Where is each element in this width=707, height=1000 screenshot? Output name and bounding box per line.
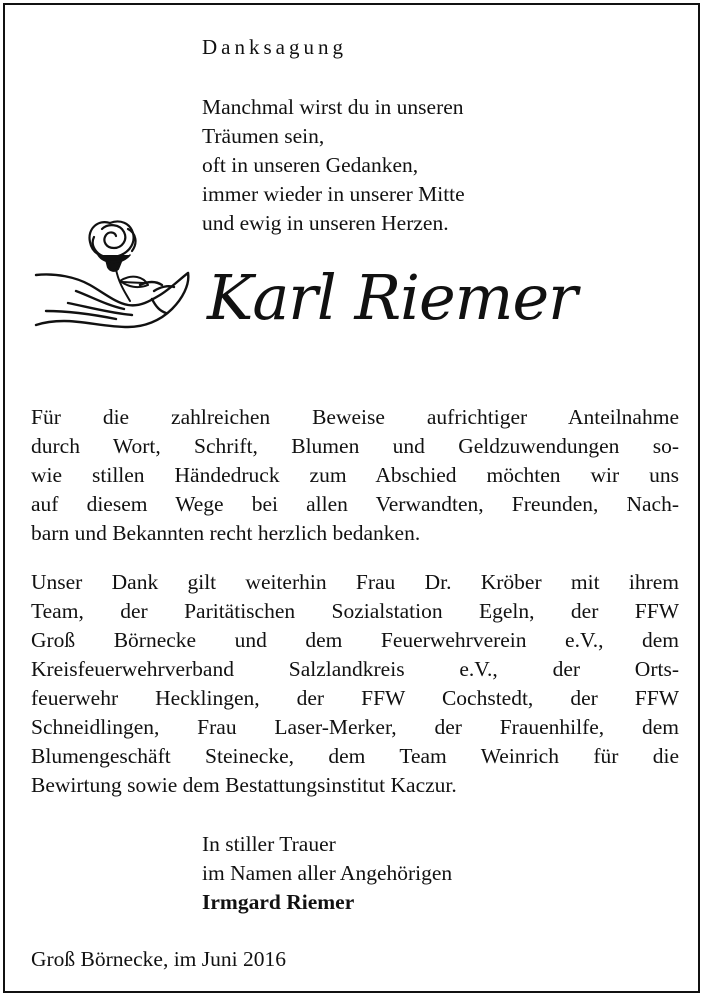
obituary-card — [3, 3, 700, 993]
closing-block — [202, 830, 452, 917]
dateline: Groß Börnecke, im Juni 2016 — [31, 947, 286, 971]
rose-in-hands-icon — [32, 215, 192, 347]
paragraph-line: Schneidlingen, Frau Laser-Merker, der Frauenhilfe, dem — [31, 715, 679, 739]
paragraph-line: feuerwehr Hecklingen, der FFW Cochstedt, der FFW — [31, 686, 679, 710]
closing-line: In stiller Trauer — [202, 832, 336, 856]
paragraph-line: Blumengeschäft Steinecke, dem Team Weinrich für die — [31, 744, 679, 768]
signer-name: Irmgard Riemer — [202, 890, 355, 914]
paragraph-line: auf diesem Wege bei allen Verwandten, Freunden, Nach- — [31, 492, 679, 516]
paragraph-line: Unser Dank gilt weiterhin Frau Dr. Kröber mit ihrem — [31, 570, 679, 594]
paragraph-line: wie stillen Händedruck zum Abschied möchten wir uns — [31, 463, 679, 487]
paragraph-line: Für die zahlreichen Beweise aufrichtiger Anteilnahme — [31, 405, 679, 429]
paragraph-line: Groß Börnecke und dem Feuerwehrverein e.V., dem — [31, 628, 679, 652]
paragraph-line: Kreisfeuerwehrverband Salzlandkreis e.V., der Orts- — [31, 657, 679, 681]
paragraph-line: barn und Bekannten recht herzlich bedanken. — [31, 521, 421, 545]
poem-line: Manchmal wirst du in unseren — [202, 95, 464, 119]
poem — [202, 93, 465, 238]
closing-line: im Namen aller Angehörigen — [202, 861, 453, 885]
thanks-paragraph — [31, 403, 679, 548]
heading: Danksagung — [202, 35, 347, 59]
poem-line: Träumen sein, — [202, 124, 325, 148]
poem-line: oft in unseren Gedanken, — [202, 153, 419, 177]
acknowledgements-paragraph — [31, 568, 679, 800]
paragraph-line: Bewirtung sowie dem Bestattungsinstitut Kaczur. — [31, 773, 457, 797]
paragraph-line: Team, der Paritätischen Sozialstation Egeln, der FFW — [31, 599, 679, 623]
deceased-name: Karl Riemer — [207, 261, 577, 334]
paragraph-line: durch Wort, Schrift, Blumen und Geldzuwendungen so- — [31, 434, 679, 458]
poem-line: immer wieder in unserer Mitte — [202, 182, 465, 206]
poem-line: und ewig in unseren Herzen. — [202, 211, 449, 235]
